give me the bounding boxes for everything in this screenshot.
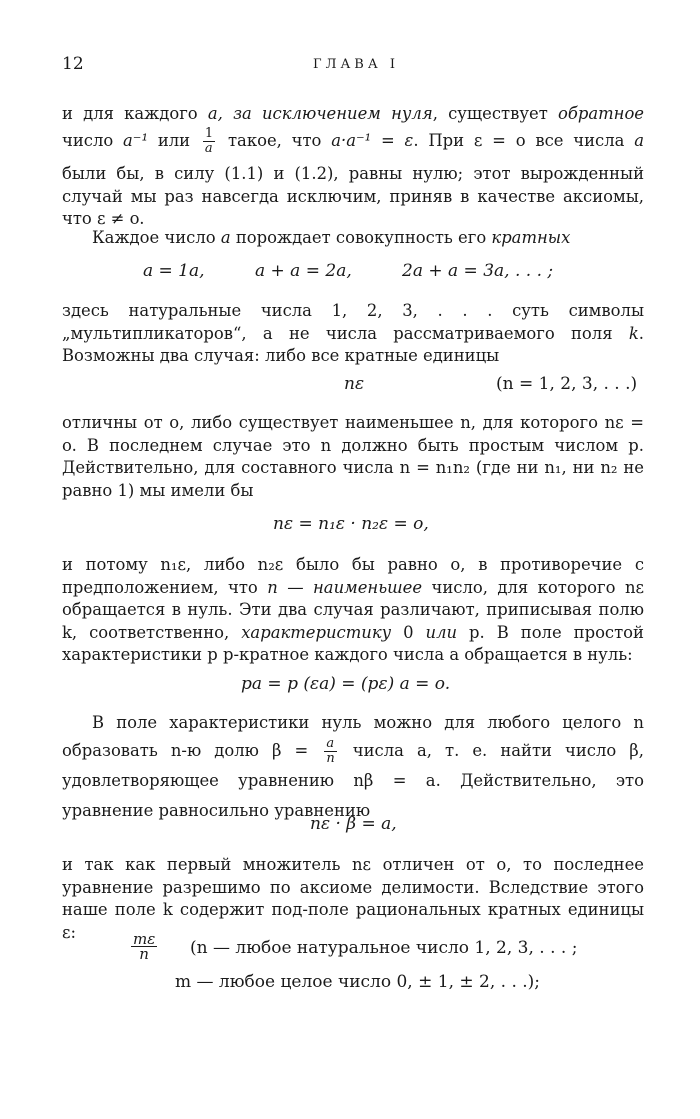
page-number: 12: [62, 54, 84, 74]
equation-multiples-3: 2a + a = 3a, . . . ;: [402, 261, 554, 281]
paragraph-7: и так как первый множитель nε отличен от o, то последнее уравнение разрешимо по аксиоме делимости. Вследствие этого наше поле k содержит под-поле рациональных кратных единицы ε:: [62, 855, 644, 942]
equation-n-epsilon: nε: [344, 374, 365, 394]
paragraph-3: здесь натуральные числа 1, 2, 3, . . . суть символы „мультипликаторов“, а не числа рассматриваемого поля k. Возможны два случая: либо все кратные единицы: [62, 301, 644, 365]
chapter-title: ГЛАВА I: [313, 57, 399, 72]
equation-n-range: (n = 1, 2, 3, . . .): [496, 374, 638, 394]
equation-multiples-2: a + a = 2a,: [255, 261, 352, 281]
paragraph-6: образовать n-ю долю β = $\frac{a}{n}$ числа a, т. е. найти число β, удовлетворяющее уравнению nβ = a. Действительно, это уравнение равносильно уравнению: [62, 736, 644, 820]
paragraph-line-2: число a⁻¹ или $\frac{1}{a}$ такое, что a·a⁻¹ = ε. При ε = o все числа a: [62, 126, 645, 156]
paragraph-6-line-1: В поле характеристики нуль можно для любого целого n: [92, 713, 644, 732]
paragraph-4: отличны от o, либо существует наименьшее n, для которого nε = o. В последнем случае это n должно быть простым числом p. Действительно, для составного числа n = n₁n₂ (где ни n₁, ни n₂ не равно 1) мы имели бы: [62, 413, 644, 500]
paragraph-2: Каждое число a порождает совокупность его кратных: [92, 228, 571, 247]
paragraph-1-rest: были бы, в силу (1.1) и (1.2), равны нулю; этот вырожденный случай мы раз навсегда исключим, приняв в качестве аксиомы, что ε ≠ o.: [62, 164, 644, 228]
equation-multiples-1: a = 1a,: [143, 261, 205, 281]
paragraph-line-1: и для каждого a, за исключением нуля, существует обратное: [62, 104, 645, 123]
fraction-one-over-a: $\frac{1}{a}$: [204, 126, 214, 156]
fraction-a-over-n: $\frac{a}{n}$: [326, 736, 335, 766]
equation-condition-2: m — любое целое число 0, ± 1, ± 2, . . .);: [175, 972, 541, 992]
equation-product: nε = n₁ε · n₂ε = o,: [273, 514, 429, 534]
equation-division: nε · β = a,: [310, 814, 397, 834]
fraction-m-epsilon-over-n: $\frac{m\varepsilon}{n}$: [133, 930, 156, 963]
equation-characteristic-p: pa = p (εa) = (pε) a = o.: [241, 674, 451, 694]
equation-condition-1: (n — любое натуральное число 1, 2, 3, . . . ;: [190, 938, 578, 958]
paragraph-5: и потому n₁ε, либо n₂ε было бы равно o, в противоречие с предположением, что n — наименьшее число, для которого nε обращается в нуль. Эти два случая различают, приписывая полю k, соответственно, характеристику 0 или p. В поле простой характеристики p p-кратное каждого числа a обращается в нуль:: [62, 555, 644, 664]
